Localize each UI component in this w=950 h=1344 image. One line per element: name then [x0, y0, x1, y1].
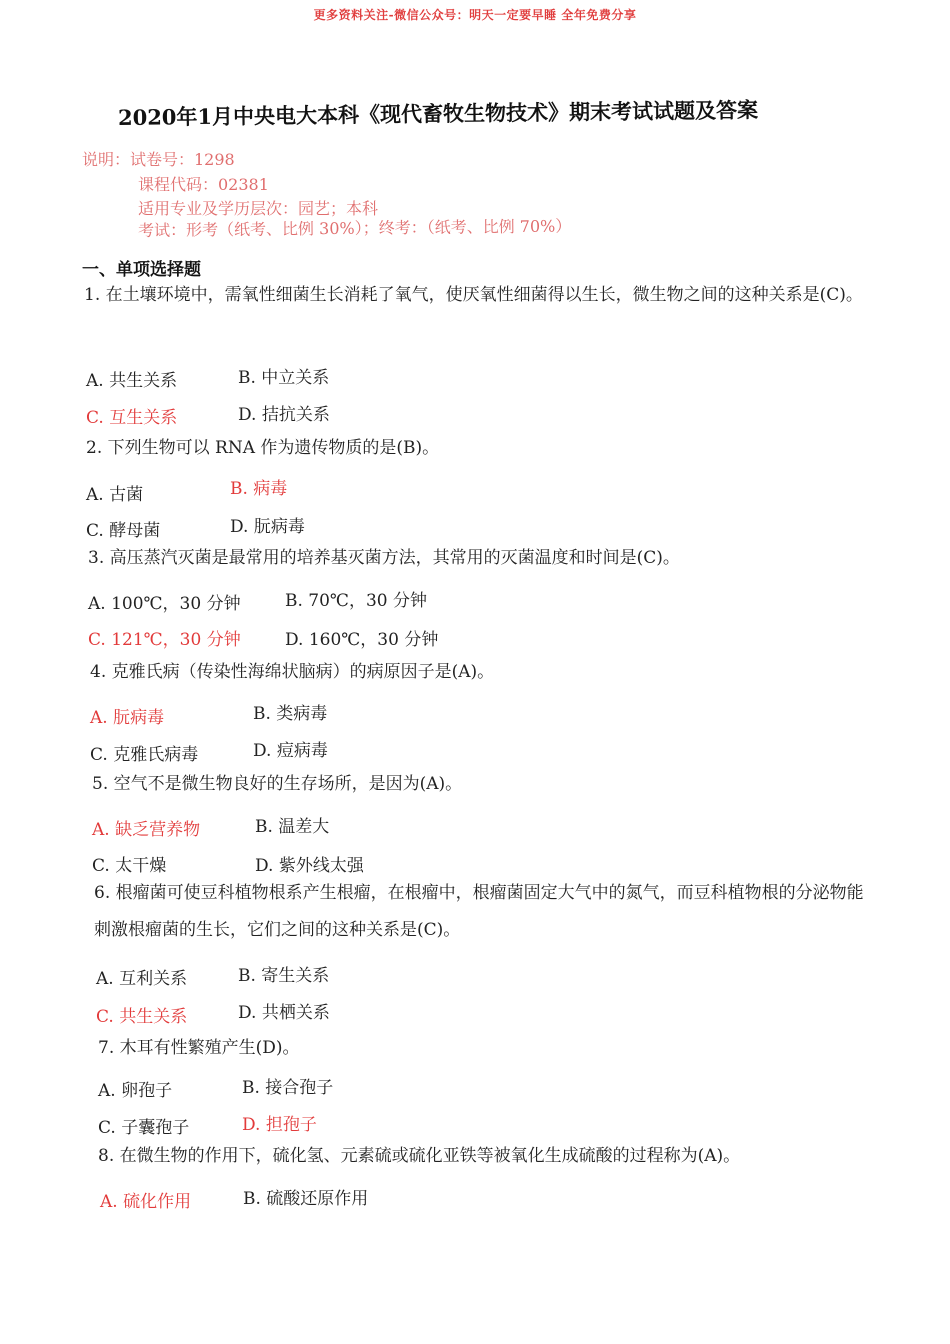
q6-option-a: A. 互利关系: [96, 969, 188, 989]
q2-option-b-answer: B. 病毒: [230, 479, 288, 499]
q6-option-b: B. 寄生关系: [238, 966, 330, 986]
q4-option-d: D. 痘病毒: [253, 741, 328, 761]
q3-option-a: A. 100℃，30 分钟: [88, 594, 241, 614]
q1-option-a: A. 共生关系: [86, 371, 178, 391]
q8-option-b: B. 硫酸还原作用: [243, 1189, 369, 1209]
note-line-4: 考试：形考（纸考、比例 30%）；终考：（纸考、比例 70%）: [137, 216, 572, 240]
question-6-text: 6. 根瘤菌可使豆科植物根系产生根瘤，在根瘤中，根瘤菌固定大气中的氮气，而豆科植物根的分泌物能刺激根瘤菌的生长，它们之间的这种关系是(C)。: [94, 883, 864, 940]
q6-option-d: D. 共栖关系: [238, 1003, 330, 1023]
q2-option-d: D. 朊病毒: [230, 517, 305, 537]
note-line-3: 适用专业及学历层次：园艺；本科: [138, 199, 379, 218]
q7-option-b: B. 接合孢子: [242, 1078, 334, 1098]
q5-option-a-answer: A. 缺乏营养物: [92, 820, 201, 840]
q4-option-a-answer: A. 朊病毒: [90, 708, 165, 728]
question-4-text: 4. 克雅氏病（传染性海绵状脑病）的病原因子是(A)。: [90, 662, 495, 682]
q7-option-c: C. 子囊孢子: [98, 1118, 190, 1138]
q7-option-d-answer: D. 担孢子: [242, 1115, 317, 1135]
section-title: 一、单项选择题: [82, 260, 201, 280]
question-3-text: 3. 高压蒸汽灭菌是最常用的培养基灭菌方法，其常用的灭菌温度和时间是(C)。: [88, 548, 680, 568]
q8-option-a-answer: A. 硫化作用: [100, 1192, 192, 1212]
question-7-text: 7. 木耳有性繁殖产生(D)。: [98, 1038, 300, 1058]
note-line-2: 课程代码：02381: [138, 175, 269, 194]
q4-option-b: B. 类病毒: [253, 704, 328, 724]
q5-option-b: B. 温差大: [255, 817, 330, 837]
q3-option-b: B. 70℃，30 分钟: [285, 591, 427, 611]
q2-option-a: A. 古菌: [86, 485, 144, 505]
question-2-text: 2. 下列生物可以 RNA 作为遗传物质的是(B)。: [86, 438, 440, 458]
q5-option-c: C. 太干燥: [92, 856, 167, 876]
q4-option-c: C. 克雅氏病毒: [90, 745, 199, 765]
q1-option-b: B. 中立关系: [238, 368, 330, 388]
question-8-text: 8. 在微生物的作用下，硫化氢、元素硫或硫化亚铁等被氧化生成硫酸的过程称为(A)。: [98, 1146, 741, 1166]
q2-option-c: C. 酵母菌: [86, 521, 161, 541]
q3-option-d: D. 160℃，30 分钟: [285, 630, 439, 650]
q6-option-c-answer: C. 共生关系: [96, 1007, 188, 1027]
q1-option-d: D. 拮抗关系: [238, 405, 330, 425]
q1-option-c-answer: C. 互生关系: [86, 408, 178, 428]
promo-banner: 更多资料关注-微信公众号：明天一定要早睡 全年免费分享: [313, 8, 637, 22]
question-1-text: 1. 在土壤环境中，需氧性细菌生长消耗了氧气，使厌氧性细菌得以生长，微生物之间的这种关系是(C)。: [84, 285, 863, 305]
page-title: 2020年1月中央电大本科《现代畜牧生物技术》期末考试试题及答案: [117, 97, 759, 130]
q5-option-d: D. 紫外线太强: [255, 856, 364, 876]
note-line-1: 说明：试卷号：1298: [82, 150, 235, 169]
question-5-text: 5. 空气不是微生物良好的生存场所，是因为(A)。: [92, 774, 463, 794]
q3-option-c-answer: C. 121℃，30 分钟: [88, 630, 241, 650]
q7-option-a: A. 卵孢子: [98, 1081, 173, 1101]
